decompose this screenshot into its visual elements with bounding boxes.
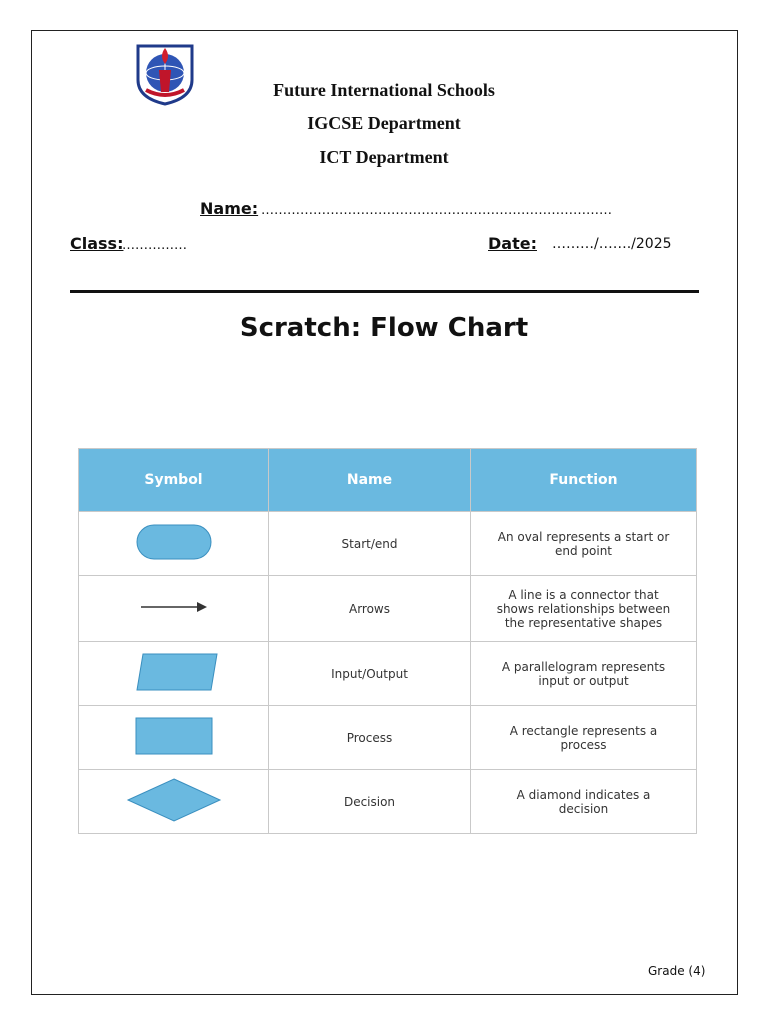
name-cell: Input/Output (269, 642, 471, 706)
date-label: Date: (488, 234, 537, 253)
symbol-cell (79, 642, 269, 706)
symbol-cell (79, 576, 269, 642)
table-row (79, 770, 697, 834)
function-text: A line is a connector that shows relationships between the representative shapes (496, 587, 671, 630)
page-title: Scratch: Flow Chart (239, 313, 529, 343)
department-ict: ICT Department (319, 147, 449, 167)
name-cell: Process (269, 706, 471, 770)
function-text: An oval represents a start or end point (497, 529, 670, 558)
class-field[interactable]: …………… (122, 238, 187, 253)
table-header-row (79, 449, 697, 512)
table-row (79, 512, 697, 576)
header-symbol: Symbol (79, 449, 269, 512)
name-cell: Arrows (269, 576, 471, 642)
date-field[interactable]: ………/……./2025 (552, 236, 672, 252)
function-text: A parallelogram represents input or output (501, 659, 666, 688)
flowchart-symbols-table (78, 448, 697, 834)
name-cell: Decision (269, 770, 471, 834)
function-cell (471, 770, 697, 834)
function-cell (471, 512, 697, 576)
table-row (79, 642, 697, 706)
diamond-icon (126, 777, 222, 823)
horizontal-rule (70, 290, 699, 293)
table-row (79, 706, 697, 770)
name-cell: Start/end (269, 512, 471, 576)
header-name: Name (269, 449, 471, 512)
rectangle-icon (134, 716, 214, 756)
school-name: Future International Schools (273, 80, 495, 100)
oval-icon (134, 522, 214, 562)
function-cell (471, 576, 697, 642)
symbol-cell (79, 512, 269, 576)
grade-footer: Grade (4) (648, 964, 706, 978)
function-text: A diamond indicates a decision (516, 787, 651, 816)
class-label: Class: (70, 234, 124, 253)
function-text: A rectangle represents a process (509, 723, 658, 752)
name-label: Name: (200, 199, 259, 218)
function-cell (471, 706, 697, 770)
name-field[interactable]: ……………………………………………………………………… (261, 203, 612, 218)
header-function: Function (471, 449, 697, 512)
department-igcse: IGCSE Department (307, 113, 461, 133)
function-cell (471, 642, 697, 706)
arrow-icon (139, 600, 209, 614)
symbol-cell (79, 770, 269, 834)
symbol-cell (79, 706, 269, 770)
table-row (79, 576, 697, 642)
parallelogram-icon (129, 652, 219, 692)
